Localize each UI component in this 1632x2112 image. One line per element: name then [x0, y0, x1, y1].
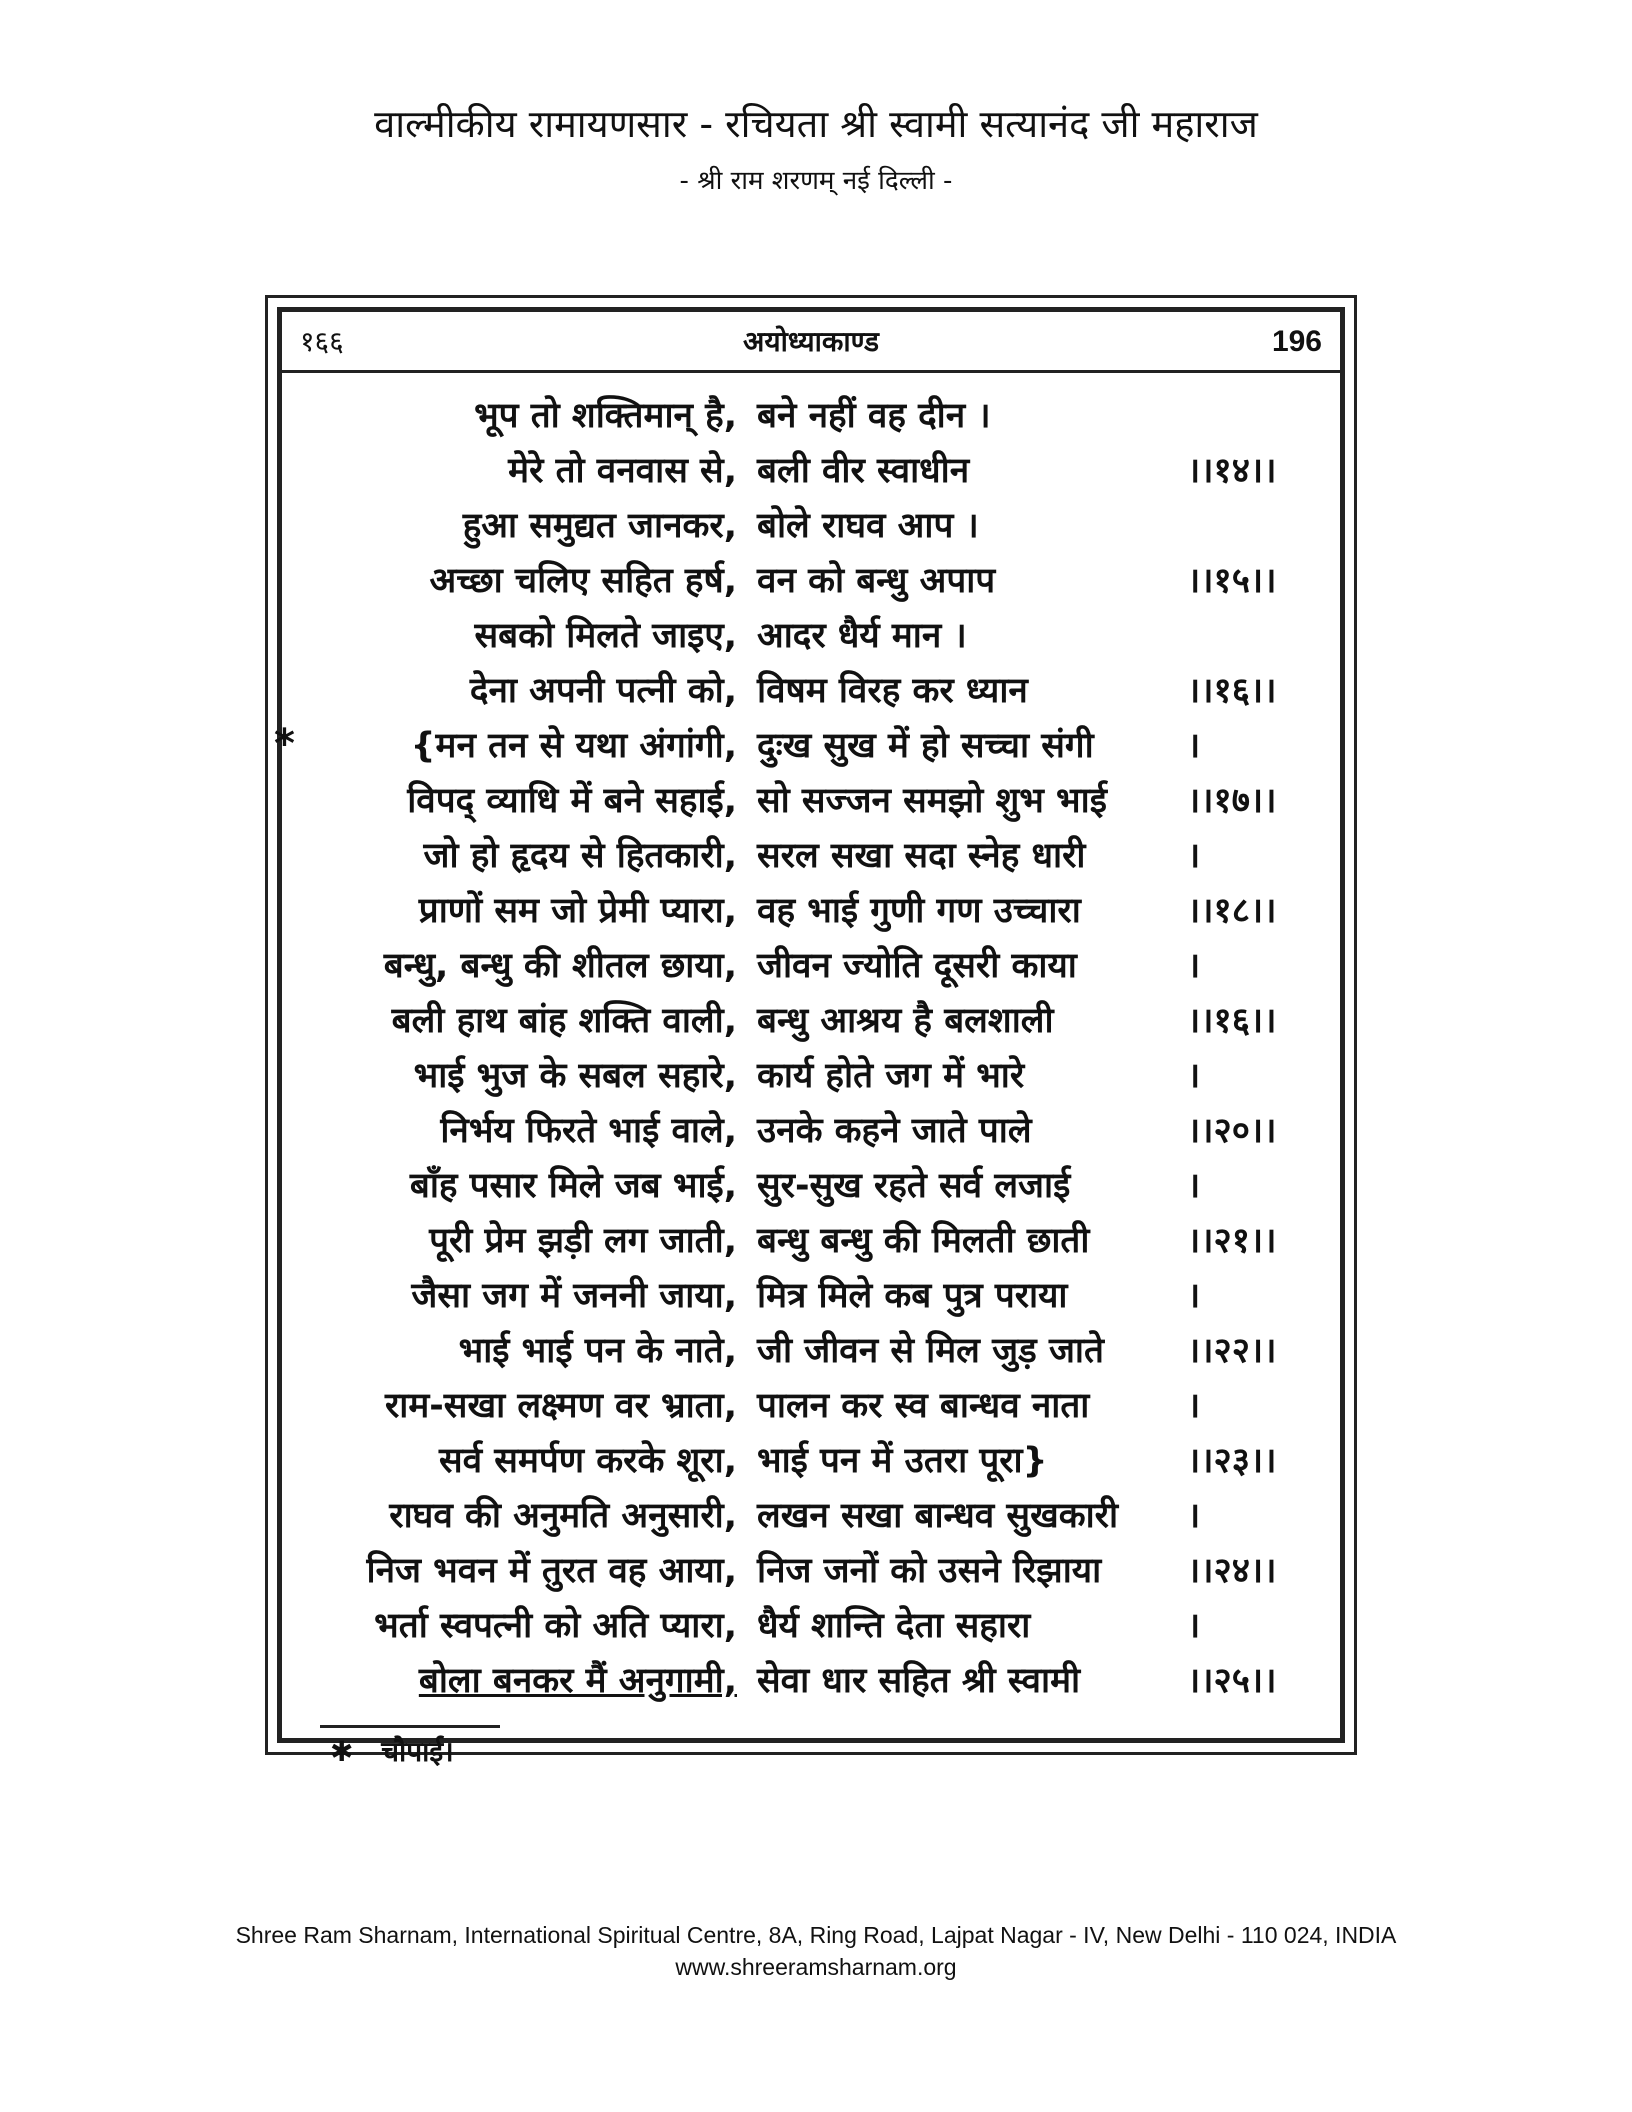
verse-number: ।: [1187, 836, 1201, 876]
verse-left-half: भूप तो शक्तिमान् है,: [474, 396, 737, 436]
footnote-divider: [320, 1725, 500, 1728]
verse-line: [282, 1380, 1342, 1432]
verse-left-half: बोला बनकर मैं अनुगामी,: [418, 1661, 737, 1701]
verse-number: ।: [1187, 1386, 1201, 1426]
verse-left-half: बन्धु, बन्धु की शीतल छाया,: [383, 946, 737, 986]
verse-left-half: देना अपनी पत्नी को,: [469, 671, 737, 711]
verse-line: [282, 445, 1342, 497]
verse-number: ।: [1187, 1496, 1201, 1536]
verse-right-half: धैर्य शान्ति देता सहारा: [757, 1606, 1031, 1646]
page-frame-inner: [274, 307, 1345, 1768]
verse-line: [282, 1215, 1342, 1267]
verse-line: [282, 1105, 1342, 1157]
verse-left-half: मेरे तो वनवास से,: [508, 451, 737, 491]
page-number: 196: [1271, 325, 1322, 358]
verse-line: [282, 1490, 1342, 1542]
verse-left-half: अच्छा चलिए सहित हर्ष,: [429, 561, 737, 601]
page-number-devanagari: १६६: [300, 325, 344, 358]
verse-line: [282, 995, 1342, 1047]
verse-number: ।।१७।।: [1187, 781, 1277, 821]
verse-right-half: जी जीवन से मिल जुड़ जाते: [757, 1331, 1104, 1371]
footnote-text: चौपाई।: [381, 1735, 454, 1768]
verse-line: [282, 1545, 1342, 1597]
verse-right-half: मित्र मिले कब पुत्र पराया: [757, 1276, 1068, 1316]
chaupai-asterisk-icon: *: [274, 721, 295, 767]
header-divider: [282, 370, 1340, 373]
verse-line: [282, 610, 1342, 662]
verse-right-half: सुर-सुख रहते सर्व लजाई: [757, 1166, 1071, 1206]
verse-number: ।।१६।।: [1187, 671, 1277, 711]
verse-right-half: कार्य होते जग में भारे: [757, 1056, 1025, 1096]
verse-number: ।: [1187, 1166, 1201, 1206]
footnote: [330, 1732, 454, 1772]
verse-number: ।।१४।।: [1187, 451, 1277, 491]
verse-right-half: आदर धैर्य मान ।: [757, 616, 967, 656]
verse-left-half: हुआ समुद्यत जानकर,: [462, 506, 737, 546]
verse-line: [282, 665, 1342, 717]
verse-left-half: निज भवन में तुरत वह आया,: [366, 1551, 737, 1591]
verse-line: [282, 1160, 1342, 1212]
verse-line: [282, 830, 1342, 882]
verse-left-half: राघव की अनुमति अनुसारी,: [389, 1496, 737, 1536]
verse-right-half: बन्धु बन्धु की मिलती छाती: [757, 1221, 1090, 1261]
verse-number: ।।२०।।: [1187, 1111, 1277, 1151]
verse-right-half: वह भाई गुणी गण उच्चारा: [757, 891, 1081, 931]
verse-left-half: सबको मिलते जाइए,: [474, 616, 737, 656]
footer-address: Shree Ram Sharnam, International Spiritual Centre, 8A, Ring Road, Lajpat Nagar - IV, New Delhi - 110 024, INDIA: [235, 1922, 1397, 1948]
verse-line: [282, 1270, 1342, 1322]
verse-line: [282, 390, 1342, 442]
verse-right-half: लखन सखा बान्धव सुखकारी: [757, 1496, 1119, 1536]
verse-number: ।: [1187, 726, 1201, 766]
verse-number: ।: [1187, 1606, 1201, 1646]
verse-right-half: बोले राघव आप ।: [757, 506, 979, 546]
verse-left-half: {मन तन से यथा अंगांगी,: [410, 726, 737, 766]
section-title: अयोध्याकाण्ड: [743, 325, 879, 358]
verse-left-half: भर्ता स्वपत्नी को अति प्यारा,: [374, 1606, 737, 1646]
verse-number: ।।२२।।: [1187, 1331, 1277, 1371]
verse-line: [282, 1325, 1342, 1377]
verse-number: ।।२३।।: [1187, 1441, 1277, 1481]
document-title: वाल्मीकीय रामायणसार - रचियता श्री स्वामी सत्यानंद जी महाराज: [374, 102, 1258, 146]
verse-line: [282, 1655, 1342, 1707]
verse-right-half: भाई पन में उतरा पूरा}: [757, 1441, 1048, 1481]
verse-left-half: जो हो हृदय से हितकारी,: [423, 836, 737, 876]
verse-right-half: दुःख सुख में हो सच्चा संगी: [757, 726, 1094, 766]
document-subtitle: - श्री राम शरणम् नई दिल्ली -: [679, 166, 953, 196]
verse-line: [274, 720, 1342, 772]
verse-line: [282, 500, 1342, 552]
verse-number: ।।२५।।: [1187, 1661, 1277, 1701]
verse-right-half: सरल सखा सदा स्नेह धारी: [757, 836, 1086, 876]
verse-left-half: प्राणों सम जो प्रेमी प्यारा,: [418, 891, 737, 931]
verse-left-half: भाई भाई पन के नाते,: [458, 1331, 737, 1371]
verse-left-half: जैसा जग में जननी जाया,: [411, 1276, 737, 1316]
verse-right-half: वन को बन्धु अपाप: [757, 561, 996, 601]
verse-left-half: बली हाथ बांह शक्ति वाली,: [391, 1001, 737, 1041]
verse-left-half: पूरी प्रेम झड़ी लग जाती,: [429, 1221, 737, 1261]
verse-number: ।।१८।।: [1187, 891, 1277, 931]
verse-line: [282, 1050, 1342, 1102]
verse-number: ।।२१।।: [1187, 1221, 1277, 1261]
verse-right-half: बन्धु आश्रय है बलशाली: [757, 1001, 1054, 1041]
verse-line: [282, 1600, 1342, 1652]
verse-line: [282, 940, 1342, 992]
verse-right-half: उनके कहने जाते पाले: [757, 1111, 1032, 1151]
page-frame: [265, 295, 1357, 1768]
verse-right-half: जीवन ज्योति दूसरी काया: [757, 946, 1077, 986]
verse-number: ।।२४।।: [1187, 1551, 1277, 1591]
verse-right-half: बली वीर स्वाधीन: [757, 451, 970, 491]
verse-left-half: भाई भुज के सबल सहारे,: [413, 1056, 737, 1096]
verse-line: [282, 885, 1342, 937]
verse-left-half: राम-सखा लक्ष्मण वर भ्राता,: [384, 1386, 737, 1426]
verse-right-half: विषम विरह कर ध्यान: [757, 671, 1028, 711]
verse-line: [282, 555, 1342, 607]
verse-number: ।: [1187, 946, 1201, 986]
verse-left-half: विपद् व्याधि में बने सहाई,: [407, 781, 737, 821]
verse-left-half: बाँह पसार मिले जब भाई,: [409, 1166, 737, 1206]
verse-number: ।।१५।।: [1187, 561, 1277, 601]
verse-right-half: बने नहीं वह दीन ।: [757, 396, 991, 436]
verse-right-half: निज जनों को उसने रिझाया: [757, 1551, 1102, 1591]
verse-right-half: सो सज्जन समझो शुभ भाई: [757, 781, 1107, 821]
verse-right-half: सेवा धार सहित श्री स्वामी: [757, 1661, 1081, 1701]
verse-number: ।।१६।।: [1187, 1001, 1277, 1041]
page-header: [300, 320, 1322, 364]
verse-line: [282, 775, 1342, 827]
verse-left-half: निर्भय फिरते भाई वाले,: [440, 1111, 737, 1151]
verse-right-half: पालन कर स्व बान्धव नाता: [757, 1386, 1090, 1426]
verse-number: ।: [1187, 1056, 1201, 1096]
verse-number: ।: [1187, 1276, 1201, 1316]
footer-website: www.shreeramsharnam.org: [675, 1954, 957, 1980]
verse-left-half: सर्व समर्पण करके शूरा,: [438, 1441, 737, 1481]
footnote-asterisk-icon: ✱: [330, 1735, 354, 1768]
verse-line: [282, 1435, 1342, 1487]
